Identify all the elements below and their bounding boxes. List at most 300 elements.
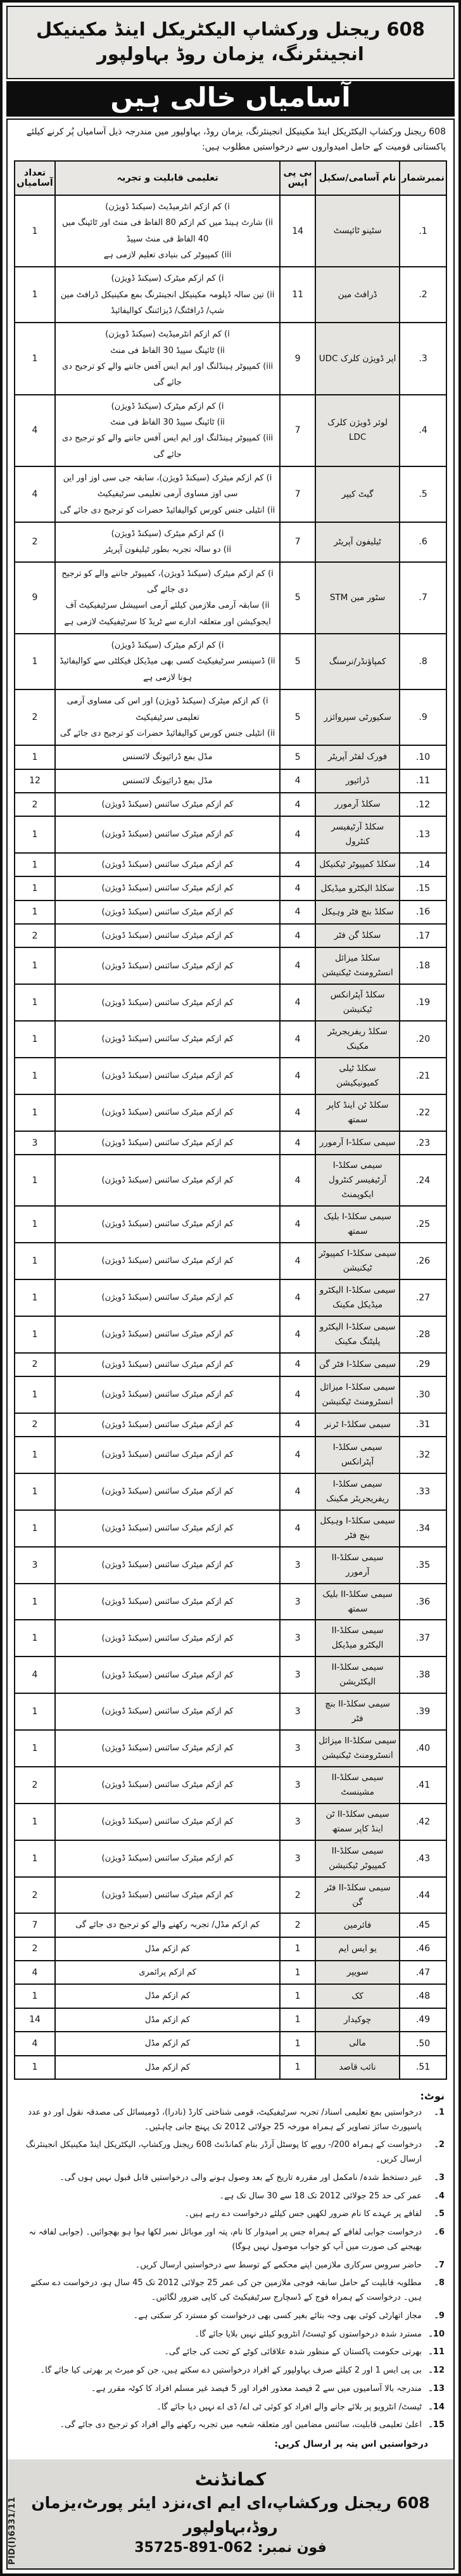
row-bps: 4: [280, 876, 315, 900]
note-item: [16, 2189, 445, 2204]
row-bps: 3: [280, 1730, 315, 1767]
row-serial: 3.: [400, 323, 446, 394]
note-number: 7۔: [434, 2260, 445, 2270]
row-count: 4: [15, 2032, 55, 2055]
row-post-name: سیمی سکلڈ-I میزائل انسٹرومنٹ ٹیکنیشن: [315, 1376, 400, 1413]
row-bps: 1: [280, 2008, 315, 2032]
row-count: 2: [15, 1353, 55, 1376]
row-qualification: [55, 1937, 280, 1961]
table-row: [15, 1353, 446, 1376]
table-row: [15, 1620, 446, 1656]
row-bps: 9: [280, 323, 315, 394]
qualification-line: کم ازکم مڈل: [145, 2062, 191, 2072]
table-row: [15, 1155, 446, 1206]
row-post-name: سکلڈ میزائل انسٹرومنٹ ٹیکنیشن: [315, 947, 400, 984]
row-count: 9: [15, 562, 55, 634]
note-text: درخواست جوابی لفافے کے ہمراہ جس پر امیدوار کا نام، پتہ اور موبائل نمبر لکھا ہوا ہو بھجوائیں۔ (جوابی لفافہ نہ بھیجنے کی صورت میں آپ کو جواب موصول نہیں ہوگا): [28, 2227, 422, 2252]
row-serial: 13.: [400, 816, 446, 853]
row-count: 1: [15, 1243, 55, 1279]
row-bps: 1: [280, 2056, 315, 2079]
row-post-name: سکلڈ آرٹیفیسر کنٹرول: [315, 816, 400, 853]
note-number: 2۔: [434, 2140, 445, 2150]
qualification-line: کم ازکم میٹرک سائنس (سیکنڈ ڈویژن): [101, 883, 234, 894]
row-count: 1: [15, 2056, 55, 2079]
apply-address-line: درخواستیں اس پتہ پر ارسال کریں:: [274, 2439, 428, 2450]
row-bps: 3: [280, 1693, 315, 1730]
row-serial: 20.: [400, 1021, 446, 1058]
row-bps: 4: [280, 793, 315, 816]
note-text: اعلیٰ تعلیمی قابلیت، سائنس مضامین اور متعلقہ شعبہ میں تجربہ رکھنے والے افراد کو ترجیح دی جائے گی۔: [60, 2420, 422, 2430]
table-row: [15, 769, 446, 793]
row-count: 1: [15, 1730, 55, 1767]
row-qualification: [55, 1767, 280, 1804]
table-row: [15, 1094, 446, 1131]
row-qualification: [55, 1730, 280, 1767]
qualification-line: کم ازکم میٹرک سائنس (سیکنڈ ڈویژن): [101, 1108, 234, 1118]
row-serial: 11.: [400, 769, 446, 793]
table-row: [15, 1243, 446, 1279]
pid-code: PID(I)6331/11: [8, 2496, 17, 2565]
qualification-line: کم ازکم میٹرک سائنس (سیکنڈ ڈویژن): [101, 1487, 234, 1497]
row-count: 2: [15, 1413, 55, 1437]
row-qualification: [55, 1316, 280, 1353]
row-count: 2: [15, 924, 55, 947]
table-row: [15, 689, 446, 745]
table-row: [15, 1656, 446, 1693]
row-post-name: سیمی سکلڈ-I آرٹیفیسر کنٹرول ایکوپمنٹ: [315, 1155, 400, 1206]
note-item: [16, 2345, 445, 2360]
vacancy-table: [14, 160, 447, 2080]
row-count: 1: [15, 947, 55, 984]
header-row: [15, 161, 446, 195]
row-serial: 43.: [400, 1840, 446, 1877]
row-bps: 4: [280, 984, 315, 1021]
qualification-line: ii) ڈسپنسر سرٹیفیکیٹ کسی بھی میڈیکل فیکلٹی سے کوالیفائیڈ ہونا لازمی ہے: [60, 657, 275, 682]
row-serial: 19.: [400, 984, 446, 1021]
row-bps: 1: [280, 1984, 315, 2008]
row-bps: 3: [280, 1584, 315, 1620]
note-number: 4۔: [434, 2191, 445, 2201]
qualification-line: کم ازکم میٹرک سائنس (سیکنڈ ڈویژن): [101, 1256, 234, 1266]
row-post-name: سٹور مین STM: [315, 562, 400, 634]
row-serial: 2.: [400, 267, 446, 323]
row-post-name: فائرمین: [315, 1913, 400, 1937]
note-number: 5۔: [434, 2209, 445, 2219]
table-row: [15, 947, 446, 984]
qualification-line: کم ازکم میٹرک سائنس (سیکنڈ ڈویژن): [101, 1359, 234, 1369]
row-qualification: [55, 816, 280, 853]
row-post-name: سیمی سکلڈ-II آرمورر: [315, 1547, 400, 1584]
qualification-line: کم ازکم میٹرک سائنس (سیکنڈ ڈویژن): [101, 799, 234, 809]
note-number: 12۔: [428, 2366, 445, 2376]
qualification-line: کم ازکم میٹرک سائنس (سیکنڈ ڈویژن): [101, 1780, 234, 1790]
table-row: [15, 1840, 446, 1877]
header-bps: بی پی ایس: [280, 161, 315, 195]
row-bps: 11: [280, 267, 315, 323]
qualification-line: ii) ٹائپنگ سپیڈ 30 الفاظ فی منٹ: [110, 418, 225, 427]
table-row: [15, 1730, 446, 1767]
row-bps: 3: [280, 1767, 315, 1804]
row-bps: 4: [280, 1021, 315, 1058]
table-row: [15, 1547, 446, 1584]
qualification-line: کم ازکم میٹرک سائنس (سیکنڈ ڈویژن): [101, 961, 234, 971]
row-qualification: [55, 2032, 280, 2055]
row-count: 2: [15, 522, 55, 562]
row-post-name: سیمی سکلڈ-II بلیک سمتھ: [315, 1584, 400, 1620]
table-row: [15, 634, 446, 689]
row-bps: 1: [280, 1961, 315, 1984]
row-bps: 5: [280, 562, 315, 634]
row-count: 1: [15, 984, 55, 1021]
row-qualification: [55, 1656, 280, 1693]
row-qualification: [55, 466, 280, 522]
note-item: [16, 2276, 445, 2305]
row-post-name: سٹینو ٹائپسٹ: [315, 195, 400, 267]
table-row: [15, 323, 446, 394]
row-count: 1: [15, 853, 55, 876]
row-count: 2: [15, 689, 55, 745]
note-item: [16, 2226, 445, 2255]
qualification-line: i) کم ازکم میٹرک (سیکنڈ ڈویژن): [111, 401, 224, 411]
row-serial: 42.: [400, 1804, 446, 1840]
row-qualification: [55, 1840, 280, 1877]
table-row: [15, 984, 446, 1021]
row-qualification: [55, 900, 280, 924]
qualification-line: کم ازکم مڈل: [145, 1944, 191, 1954]
row-post-name: سیمی سکلڈ-I آپٹرانکس: [315, 1437, 400, 1473]
row-qualification: [55, 562, 280, 634]
row-bps: 4: [280, 1155, 315, 1206]
footer-wrap: [14, 2456, 447, 2568]
row-post-name: سیمی سکلڈ-I کمپیوٹر ٹیکنیشن: [315, 1243, 400, 1279]
note-number: 15۔: [428, 2420, 445, 2430]
row-bps: 4: [280, 947, 315, 984]
row-count: 1: [15, 1279, 55, 1316]
row-bps: 4: [280, 1131, 315, 1155]
table-row: [15, 853, 446, 876]
row-post-name: سیمی سکلڈ-II فٹر گن: [315, 1877, 400, 1914]
row-serial: 18.: [400, 947, 446, 984]
row-qualification: [55, 1243, 280, 1279]
row-qualification: [55, 1984, 280, 2008]
row-qualification: [55, 1279, 280, 1316]
note-number: 9۔: [434, 2310, 445, 2321]
qualification-line: کم ازکم میٹرک سائنس (سیکنڈ ڈویژن): [101, 1743, 234, 1753]
table-row: [15, 1473, 446, 1510]
qualification-line: کم ازکم میٹرک سائنس (سیکنڈ ڈویژن): [101, 1450, 234, 1460]
note-text: بھرتی حکومت پاکستان کے منظور شدہ علاقائی کوٹے کے تحت کی جائے گی۔: [164, 2347, 422, 2357]
row-post-name: سیمی سکلڈ-I الیکٹرو میڈیکل مکینک: [315, 1279, 400, 1316]
row-qualification: [55, 522, 280, 562]
header-post-name: نام آسامی/سکیل: [315, 161, 400, 195]
row-post-name: سکلڈ الیکٹرو میڈیکل: [315, 876, 400, 900]
qualification-line: کم ازکم میٹرک سائنس (سیکنڈ ڈویژن): [101, 1071, 234, 1081]
row-serial: 30.: [400, 1376, 446, 1413]
row-qualification: [55, 947, 280, 984]
note-text: حاضر سروس سرکاری ملازمین اپنے محکمے کے توسط سے درخواستیں ارسال کریں۔: [135, 2260, 422, 2270]
qualification-line: کم ازکم میٹرک سائنس (سیکنڈ ڈویژن): [101, 860, 234, 870]
qualification-line: کم ازکم میٹرک سائنس (سیکنڈ ڈویژن): [101, 1890, 234, 1900]
row-post-name: سیمی سکلڈ-II الیکٹرو میڈیکل: [315, 1620, 400, 1656]
note-number: 3۔: [434, 2172, 445, 2182]
note-text: مطلوبہ قابلیت کے حامل سابقہ فوجی ملازمین جن کی عمر 25 جولائی 2012 تک 45 سال ہو، درخواست دے سکتے ہیں۔ درخواست کے ہمراہ فوج کے ڈسچارج سرٹیفیکیٹ کی کاپی ضرور لگائیں۔: [30, 2278, 422, 2303]
row-count: 1: [15, 1155, 55, 1206]
qualification-line: ii) انٹیلی جنس کورس کوالیفائیڈ حضرات کو ترجیح دی جائے گی: [60, 505, 275, 515]
row-qualification: [55, 1693, 280, 1730]
row-qualification: [55, 1094, 280, 1131]
qualification-line: کم ازکم مڈل: [145, 2015, 191, 2025]
row-serial: 23.: [400, 1131, 446, 1155]
qualification-line: i) کم ازکم انٹرمیڈیٹ (سیکنڈ ڈویژن): [105, 330, 230, 340]
row-qualification: [55, 634, 280, 689]
qualification-line: کم ازکم مڈل: [145, 2039, 191, 2049]
row-qualification: [55, 876, 280, 900]
qualification-line: iii) کمپیوٹر کی بنیادی تعلیم لازمی ہے: [103, 250, 232, 260]
note-item: [16, 2364, 445, 2378]
row-serial: 47.: [400, 1961, 446, 1984]
row-post-name: سیمی سکلڈ-I ٹرنر: [315, 1413, 400, 1437]
row-qualification: [55, 984, 280, 1021]
row-qualification: [55, 1913, 280, 1937]
row-qualification: [55, 1058, 280, 1094]
row-serial: 5.: [400, 466, 446, 522]
table-row: [15, 466, 446, 522]
row-count: 1: [15, 195, 55, 267]
row-count: 1: [15, 1316, 55, 1353]
row-serial: 29.: [400, 1353, 446, 1376]
row-post-name: سکلڈ آپٹرانکس ٹیکنیشن: [315, 984, 400, 1021]
row-post-name: سیمی سکلڈ-I فٹر گن: [315, 1353, 400, 1376]
row-post-name: ڈرافٹ مین: [315, 267, 400, 323]
row-serial: 26.: [400, 1243, 446, 1279]
row-post-name: سیمی سکلڈ-II کمپیوٹر ٹیکنیشن: [315, 1840, 400, 1877]
table-row: [15, 745, 446, 769]
qualification-line: کم ازکم پرائمری: [139, 1968, 196, 1978]
row-bps: 2: [280, 1913, 315, 1937]
row-post-name: چوکیدار: [315, 2008, 400, 2032]
row-qualification: [55, 924, 280, 947]
row-bps: 1: [280, 1937, 315, 1961]
row-qualification: [55, 1353, 280, 1376]
row-bps: 4: [280, 1510, 315, 1547]
qualification-line: ii) ٹائپنگ سپیڈ 30 الفاظ فی منٹ: [110, 345, 225, 356]
row-bps: 4: [280, 1058, 315, 1094]
qualification-line: کم ازکم میٹرک سائنس (سیکنڈ ڈویژن): [101, 1633, 234, 1643]
row-post-name: ڈرائیور: [315, 769, 400, 793]
qualification-line: کم ازکم میٹرک سائنس (سیکنڈ ڈویژن): [101, 907, 234, 917]
header-count: تعداد آسامیاں: [15, 161, 55, 195]
row-count: 1: [15, 1693, 55, 1730]
note-number: 1۔: [434, 2107, 445, 2117]
footer-address-box: [8, 2459, 453, 2568]
table-row: [15, 1206, 446, 1243]
row-bps: 3: [280, 1547, 315, 1584]
note-item: [16, 2259, 445, 2273]
row-serial: 4.: [400, 395, 446, 466]
row-qualification: [55, 769, 280, 793]
row-bps: 4: [280, 1376, 315, 1413]
row-post-name: سیمی سکلڈ-I بلیک سمتھ: [315, 1206, 400, 1243]
qualification-line: ii) تین سالہ ڈپلومہ مکینیکل انجینئرنگ بمع مکینیکل ڈرافٹ مین شپ/ ڈرافٹنگ/ ڈیزائننگ کوالیفائیڈ: [60, 290, 275, 316]
row-count: 1: [15, 1804, 55, 1840]
row-bps: 4: [280, 1353, 315, 1376]
row-bps: 4: [280, 1437, 315, 1473]
row-bps: 4: [280, 1316, 315, 1353]
row-bps: 4: [280, 853, 315, 876]
row-qualification: [55, 689, 280, 745]
qualification-line: iii) کمپیوٹر ہینڈلنگ اور ایم ایس آفس جاننے والے کو ترجیح دی جائے گی: [61, 361, 274, 388]
row-count: 1: [15, 634, 55, 689]
row-count: 2: [15, 1937, 55, 1961]
row-serial: 40.: [400, 1730, 446, 1767]
row-serial: 24.: [400, 1155, 446, 1206]
row-serial: 49.: [400, 2008, 446, 2032]
row-qualification: [55, 1473, 280, 1510]
row-bps: 4: [280, 769, 315, 793]
row-qualification: [55, 1804, 280, 1840]
row-serial: 45.: [400, 1913, 446, 1937]
row-serial: 50.: [400, 2032, 446, 2055]
row-post-name: سیمی سکلڈ-II بنچ فٹر: [315, 1693, 400, 1730]
row-serial: 9.: [400, 689, 446, 745]
row-serial: 35.: [400, 1547, 446, 1584]
qualification-line: کم ازکم میٹرک سائنس (سیکنڈ ڈویژن): [101, 1175, 234, 1185]
note-text: لفافے پر عہدے کا نام ضرور لکھیں جس کیلئے درخواست دے رہے ہیں۔: [184, 2209, 422, 2219]
note-number: 14۔: [428, 2402, 445, 2412]
row-post-name: کک: [315, 1984, 400, 2008]
row-bps: 4: [280, 1094, 315, 1131]
table-row: [15, 816, 446, 853]
row-count: 1: [15, 1840, 55, 1877]
row-bps: 7: [280, 522, 315, 562]
row-post-name: سکلڈ گن فٹر: [315, 924, 400, 947]
row-bps: 5: [280, 634, 315, 689]
notes-section: [14, 2089, 447, 2437]
note-number: 8۔: [434, 2278, 445, 2288]
row-post-name: سیمی سکلڈ-I وہیکل بنچ فٹر: [315, 1510, 400, 1547]
row-post-name: سکلڈ بنچ فٹر وہیکل: [315, 900, 400, 924]
qualification-line: کم ازکم میٹرک سائنس (سیکنڈ ڈویژن): [101, 1293, 234, 1303]
row-serial: 31.: [400, 1413, 446, 1437]
row-qualification: [55, 1131, 280, 1155]
table-row: [15, 793, 446, 816]
row-serial: 48.: [400, 1984, 446, 2008]
row-serial: 33.: [400, 1473, 446, 1510]
row-bps: 4: [280, 900, 315, 924]
row-count: 1: [15, 1984, 55, 2008]
note-text: مجاز اتھارٹی کوئی بھی وجہ بتائے بغیر کسی بھی درخواست کو مسترد کر سکتی ہے۔: [133, 2310, 422, 2321]
row-serial: 21.: [400, 1058, 446, 1094]
row-qualification: [55, 793, 280, 816]
row-qualification: [55, 2008, 280, 2032]
row-bps: 3: [280, 1804, 315, 1840]
qualification-line: ii) دو سالہ تجربہ بطور ٹیلیفون آپریٹر: [104, 545, 232, 555]
row-serial: 32.: [400, 1437, 446, 1473]
row-post-name: سیمی سکلڈ-I الیکٹرو پلیٹنگ مکینک: [315, 1316, 400, 1353]
row-count: 1: [15, 1058, 55, 1094]
table-row: [15, 1021, 446, 1058]
note-number: 13۔: [428, 2383, 445, 2393]
row-post-name: کمپاؤنڈر/نرسنگ: [315, 634, 400, 689]
table-row: [15, 2056, 446, 2079]
row-bps: 3: [280, 1656, 315, 1693]
note-item: [16, 2207, 445, 2222]
table-row: [15, 1767, 446, 1804]
row-qualification: [55, 745, 280, 769]
ad-header-title: 608 ریجنل ورکشاپ الیکٹریکل اینڈ مکینیکل انجینئرنگ، یزمان روڈ بہاولپور: [6, 6, 455, 79]
table-row: [15, 2008, 446, 2032]
note-text: ٹیسٹ/ انٹرویو پر بلائے جانے والے افراد کو کوئی ٹی اے/ ڈی اے نہیں دیا جائے گا۔: [156, 2402, 422, 2412]
row-count: 1: [15, 1620, 55, 1656]
row-serial: 10.: [400, 745, 446, 769]
qualification-line: مڈل بمع ڈرائیونگ لائسنس: [122, 776, 213, 786]
table-row: [15, 900, 446, 924]
row-count: 1: [15, 900, 55, 924]
qualification-line: کم ازکم میٹرک سائنس (سیکنڈ ڈویژن): [101, 1034, 234, 1044]
row-count: 2: [15, 793, 55, 816]
row-post-name: سیمی سکلڈ-I ریفریجریٹر مکینک: [315, 1473, 400, 1510]
row-serial: 39.: [400, 1693, 446, 1730]
qualification-line: i) کم ازکم میٹرک (سیکنڈ ڈویژن)، کمپیوٹر جاننے والے کو ترجیح دی جائے گی: [61, 568, 274, 595]
note-item: [16, 2382, 445, 2397]
vacancy-table-body: [15, 195, 446, 2079]
row-bps: 2: [280, 1877, 315, 1914]
row-qualification: [55, 1961, 280, 1984]
row-post-name: لوئر ڈویژن کلرک LDC: [315, 395, 400, 466]
note-item: [16, 2400, 445, 2415]
row-count: 1: [15, 745, 55, 769]
row-post-name: سویپر: [315, 1961, 400, 1984]
qualification-line: i) کم ازکم انٹرمیڈیٹ (سیکنڈ ڈویژن): [105, 202, 230, 212]
note-text: درخواستیں بمع تعلیمی اسناد/ تجربہ سرٹیفیکیٹ، قومی شناختی کارڈ (نادرا)، ڈومیسائل کی مصدقہ نقول اور دو عدد پاسپورٹ سائز تصاویر کے ہمراہ مورخہ 25 جولائی 2012 تک پہنچ جانی چاہئیں۔: [28, 2107, 422, 2132]
row-qualification: [55, 1155, 280, 1206]
notes-list: [16, 2106, 445, 2433]
vacancy-table-head: [15, 161, 446, 195]
qualification-line: کم ازکم میٹرک سائنس (سیکنڈ ڈویژن): [101, 1137, 234, 1148]
row-serial: 6.: [400, 522, 446, 562]
row-post-name: سیمی سکلڈ-II مشینسٹ: [315, 1767, 400, 1804]
qualification-line: کم ازکم میٹرک سائنس (سیکنڈ ڈویژن): [101, 830, 234, 840]
row-bps: 4: [280, 1243, 315, 1279]
row-bps: 7: [280, 466, 315, 522]
qualification-line: کم ازکم میٹرک سائنس (سیکنڈ ڈویژن): [101, 1707, 234, 1717]
table-row: [15, 1937, 446, 1961]
row-bps: 7: [280, 395, 315, 466]
note-number: 10۔: [428, 2329, 445, 2339]
row-post-name: سیمی سکلڈ-II میزائل انسٹرومنٹ ٹیکنیشن: [315, 1730, 400, 1767]
row-count: 4: [15, 1656, 55, 1693]
notes-heading: نوٹ:: [420, 2089, 445, 2102]
qualification-line: کم ازکم میٹرک سائنس (سیکنڈ ڈویژن): [101, 931, 234, 941]
table-row: [15, 1913, 446, 1937]
note-item: [16, 2328, 445, 2342]
row-bps: 3: [280, 1840, 315, 1877]
vacancies-banner-title: آسامیاں خالی ہیں: [6, 81, 455, 117]
intro-paragraph: 608 ریجنل ورکشاپ الیکٹریکل اینڈ مکینیکل انجینئرنگ، یزمان روڈ، بہاولپور میں مندرجہ ذیل آسامیاں پُر کرنے کیلئے پاکستانی قومیت کے حامل امیدواروں سے درخواستیں مطلوب ہیں:: [26, 127, 446, 153]
row-bps: 4: [280, 1279, 315, 1316]
qualification-line: i) کم ازکم میٹرک (سیکنڈ ڈویژن) اور اس کی مساوی آرمی تعلیمی سرٹیفیکیٹ: [66, 696, 268, 722]
row-qualification: [55, 1413, 280, 1437]
table-row: [15, 1058, 446, 1094]
row-qualification: [55, 1376, 280, 1413]
table-row: [15, 1316, 446, 1353]
row-count: 1: [15, 1473, 55, 1510]
row-bps: 5: [280, 745, 315, 769]
row-post-name: سیمی سکلڈ-II ٹن اینڈ کاپر سمتھ: [315, 1804, 400, 1840]
table-row: [15, 1279, 446, 1316]
table-row: [15, 395, 446, 466]
note-text: مسترد شدہ درخواستوں کو ٹیسٹ/ انٹرویو کیلئے نہیں بلایا جائے گا۔: [194, 2329, 422, 2339]
